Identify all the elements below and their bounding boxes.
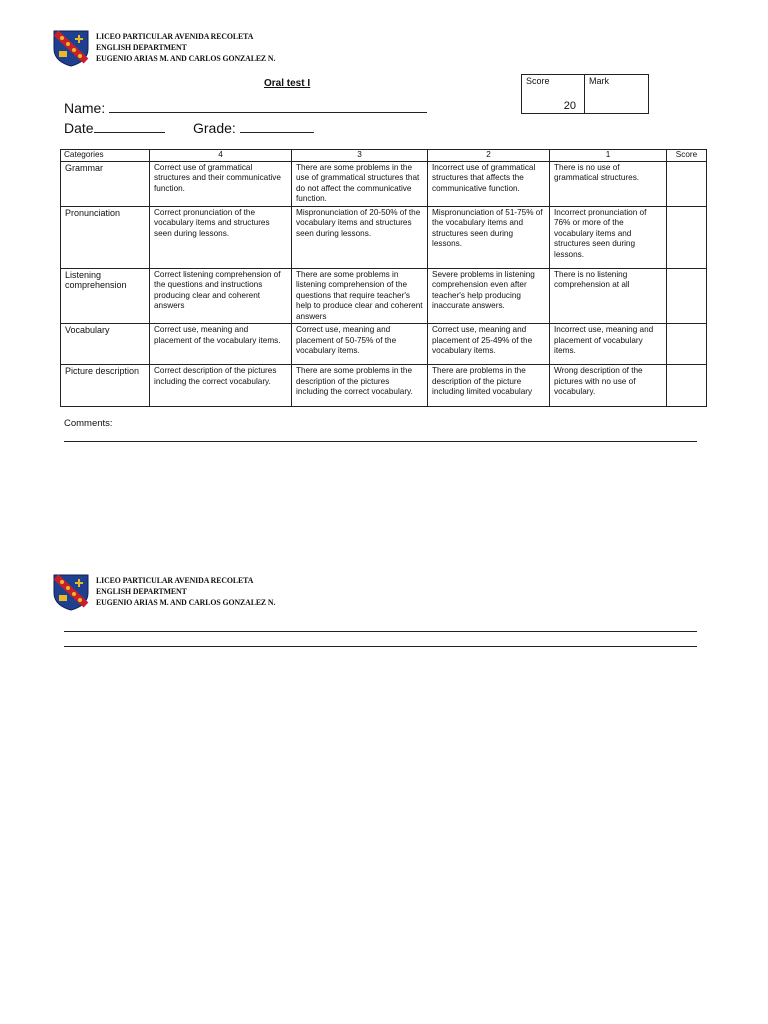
table-row	[61, 365, 707, 407]
criteria-cell: Incorrect pronunciation of 76% or more of the vocabulary items and structures seen during lessons.	[550, 206, 667, 268]
table-row	[61, 324, 707, 365]
criteria-cell: There is no use of grammatical structures.	[550, 161, 667, 206]
name-field[interactable]	[64, 100, 427, 116]
criteria-cell: Correct description of the pictures including the correct vocabulary.	[150, 365, 292, 407]
criteria-cell: There are some problems in listening comprehension of the questions that require teacher's help to produce clear and coherent answers	[292, 268, 428, 324]
score-box	[521, 74, 649, 114]
date-field[interactable]	[64, 120, 165, 136]
header-categories: Categories	[61, 150, 150, 162]
criteria-cell: Correct pronunciation of the vocabulary items and structures seen during lessons.	[150, 206, 292, 268]
category-cell: Picture description	[61, 365, 150, 407]
mark-label: Mark	[589, 76, 609, 86]
score-value: 20	[563, 100, 576, 112]
school-header	[96, 31, 275, 64]
criteria-cell: Correct listening comprehension of the questions and instructions producing clear and coherent answers	[150, 268, 292, 324]
score-cell	[522, 75, 584, 113]
criteria-cell: There are some problems in the description of the pictures including the correct vocabulary.	[292, 365, 428, 407]
header-score: Score	[667, 150, 707, 162]
name-line[interactable]	[109, 100, 427, 113]
criteria-cell: Correct use, meaning and placement of the vocabulary items.	[150, 324, 292, 365]
writing-line[interactable]	[64, 631, 697, 632]
header-level-3: 3	[292, 150, 428, 162]
table-row	[61, 161, 707, 206]
category-cell: Listening comprehension	[61, 268, 150, 324]
teacher-names: EUGENIO ARIAS M. AND CARLOS GONZALEZ N.	[96, 597, 276, 607]
teacher-names: EUGENIO ARIAS M. AND CARLOS GONZALEZ N.	[96, 53, 276, 63]
comments-label: Comments:	[64, 418, 113, 429]
criteria-cell: Correct use of grammatical structures and their communicative function.	[150, 161, 292, 206]
comments-line[interactable]	[64, 441, 697, 442]
writing-line[interactable]	[64, 646, 697, 647]
criteria-cell: Mispronunciation of 51-75% of the vocabulary items and structures seen during lessons.	[428, 206, 550, 268]
criteria-cell: There is no listening comprehension at all	[550, 268, 667, 324]
score-input-cell[interactable]	[667, 206, 707, 268]
criteria-cell: Wrong description of the pictures with no use of vocabulary.	[550, 365, 667, 407]
mark-cell[interactable]	[584, 75, 648, 113]
score-input-cell[interactable]	[667, 161, 707, 206]
date-label: Date	[64, 120, 94, 136]
grade-field[interactable]	[193, 120, 314, 136]
header-level-1: 1	[550, 150, 667, 162]
category-cell: Vocabulary	[61, 324, 150, 365]
rubric-header-row	[61, 150, 707, 162]
page-title: Oral test I	[264, 78, 311, 89]
school-header-repeat	[96, 575, 275, 608]
criteria-cell: Correct use, meaning and placement of 50-75% of the vocabulary items.	[292, 324, 428, 365]
criteria-cell: Incorrect use of grammatical structures that affects the communicative function.	[428, 161, 550, 206]
table-row	[61, 268, 707, 324]
criteria-cell: Severe problems in listening comprehension even after teacher's help producing inaccurate answers.	[428, 268, 550, 324]
department-name: ENGLISH DEPARTMENT	[96, 42, 187, 52]
table-row	[61, 206, 707, 268]
criteria-cell: Incorrect use, meaning and placement of vocabulary items.	[550, 324, 667, 365]
criteria-cell: Correct use, meaning and placement of 25-49% of the vocabulary items.	[428, 324, 550, 365]
category-cell: Pronunciation	[61, 206, 150, 268]
date-line[interactable]	[94, 120, 165, 133]
criteria-cell: Mispronunciation of 20-50% of the vocabulary items and structures seen during lessons.	[292, 206, 428, 268]
category-cell: Grammar	[61, 161, 150, 206]
criteria-cell: There are problems in the description of the picture including limited vocabulary	[428, 365, 550, 407]
rubric-table	[60, 149, 707, 407]
school-crest-logo	[52, 27, 90, 67]
name-label: Name:	[64, 100, 110, 116]
department-name: ENGLISH DEPARTMENT	[96, 586, 187, 596]
school-name: LICEO PARTICULAR AVENIDA RECOLETA	[96, 31, 254, 41]
grade-line[interactable]	[240, 120, 314, 133]
school-crest-logo	[52, 571, 90, 611]
score-input-cell[interactable]	[667, 365, 707, 407]
score-input-cell[interactable]	[667, 268, 707, 324]
header-level-4: 4	[150, 150, 292, 162]
criteria-cell: There are some problems in the use of grammatical structures that do not affect the communicative function.	[292, 161, 428, 206]
school-name: LICEO PARTICULAR AVENIDA RECOLETA	[96, 575, 254, 585]
score-input-cell[interactable]	[667, 324, 707, 365]
grade-label: Grade:	[193, 120, 240, 136]
score-label: Score	[526, 76, 550, 86]
header-level-2: 2	[428, 150, 550, 162]
